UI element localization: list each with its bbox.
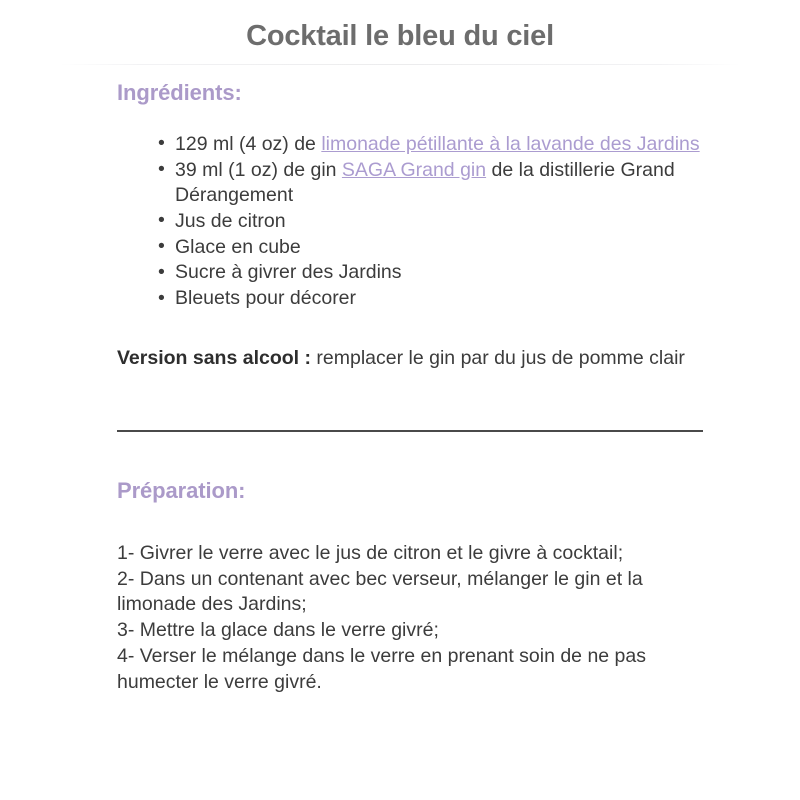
ingredient-text-before: 129 ml (4 oz) de — [175, 132, 322, 155]
list-item — [158, 286, 703, 312]
ingredient-text-before: Sucre à givrer des Jardins — [175, 261, 402, 284]
preparation-step: 2- Dans un contenant avec bec verseur, mélanger le gin et la limonade des Jardins; — [117, 567, 643, 616]
preparation-step: 1- Givrer le verre avec le jus de citron et le givre à cocktail; — [117, 542, 624, 565]
preparation-heading-wrap — [117, 477, 703, 506]
ingredient-text-before: Jus de citron — [175, 209, 286, 232]
ingredient-link[interactable]: SAGA Grand gin — [341, 158, 487, 181]
page-title: Cocktail le bleu du ciel — [246, 20, 554, 52]
ingredients-heading: Ingrédients: — [117, 80, 242, 106]
section-separator — [117, 430, 703, 432]
list-item — [158, 260, 703, 286]
list-item — [158, 158, 703, 209]
list-item — [158, 235, 703, 261]
ingredient-link[interactable]: limonade pétillante à la lavande des Jardins — [321, 132, 700, 155]
ingredients-list — [117, 132, 703, 312]
preparation-step: 3- Mettre la glace dans le verre givré; — [117, 619, 439, 642]
ingredient-text-before: 39 ml (1 oz) de gin — [175, 158, 342, 181]
preparation-step: 4- Verser le mélange dans le verre en prenant soin de ne pas humecter le verre givré. — [117, 644, 646, 693]
preparation-steps — [117, 541, 703, 695]
ingredient-text-before: Glace en cube — [175, 235, 301, 258]
list-item — [158, 132, 703, 158]
ingredient-text-after: de la distillerie Grand Dérangement — [175, 158, 675, 207]
no-alcohol-note — [117, 346, 703, 372]
recipe-content — [0, 65, 800, 695]
list-item — [158, 209, 703, 235]
no-alcohol-note-text: remplacer le gin par du jus de pomme clair — [311, 346, 685, 369]
no-alcohol-note-lead: Version sans alcool : — [117, 346, 311, 369]
preparation-heading: Préparation: — [117, 478, 246, 504]
ingredient-text-before: Bleuets pour décorer — [175, 287, 357, 310]
